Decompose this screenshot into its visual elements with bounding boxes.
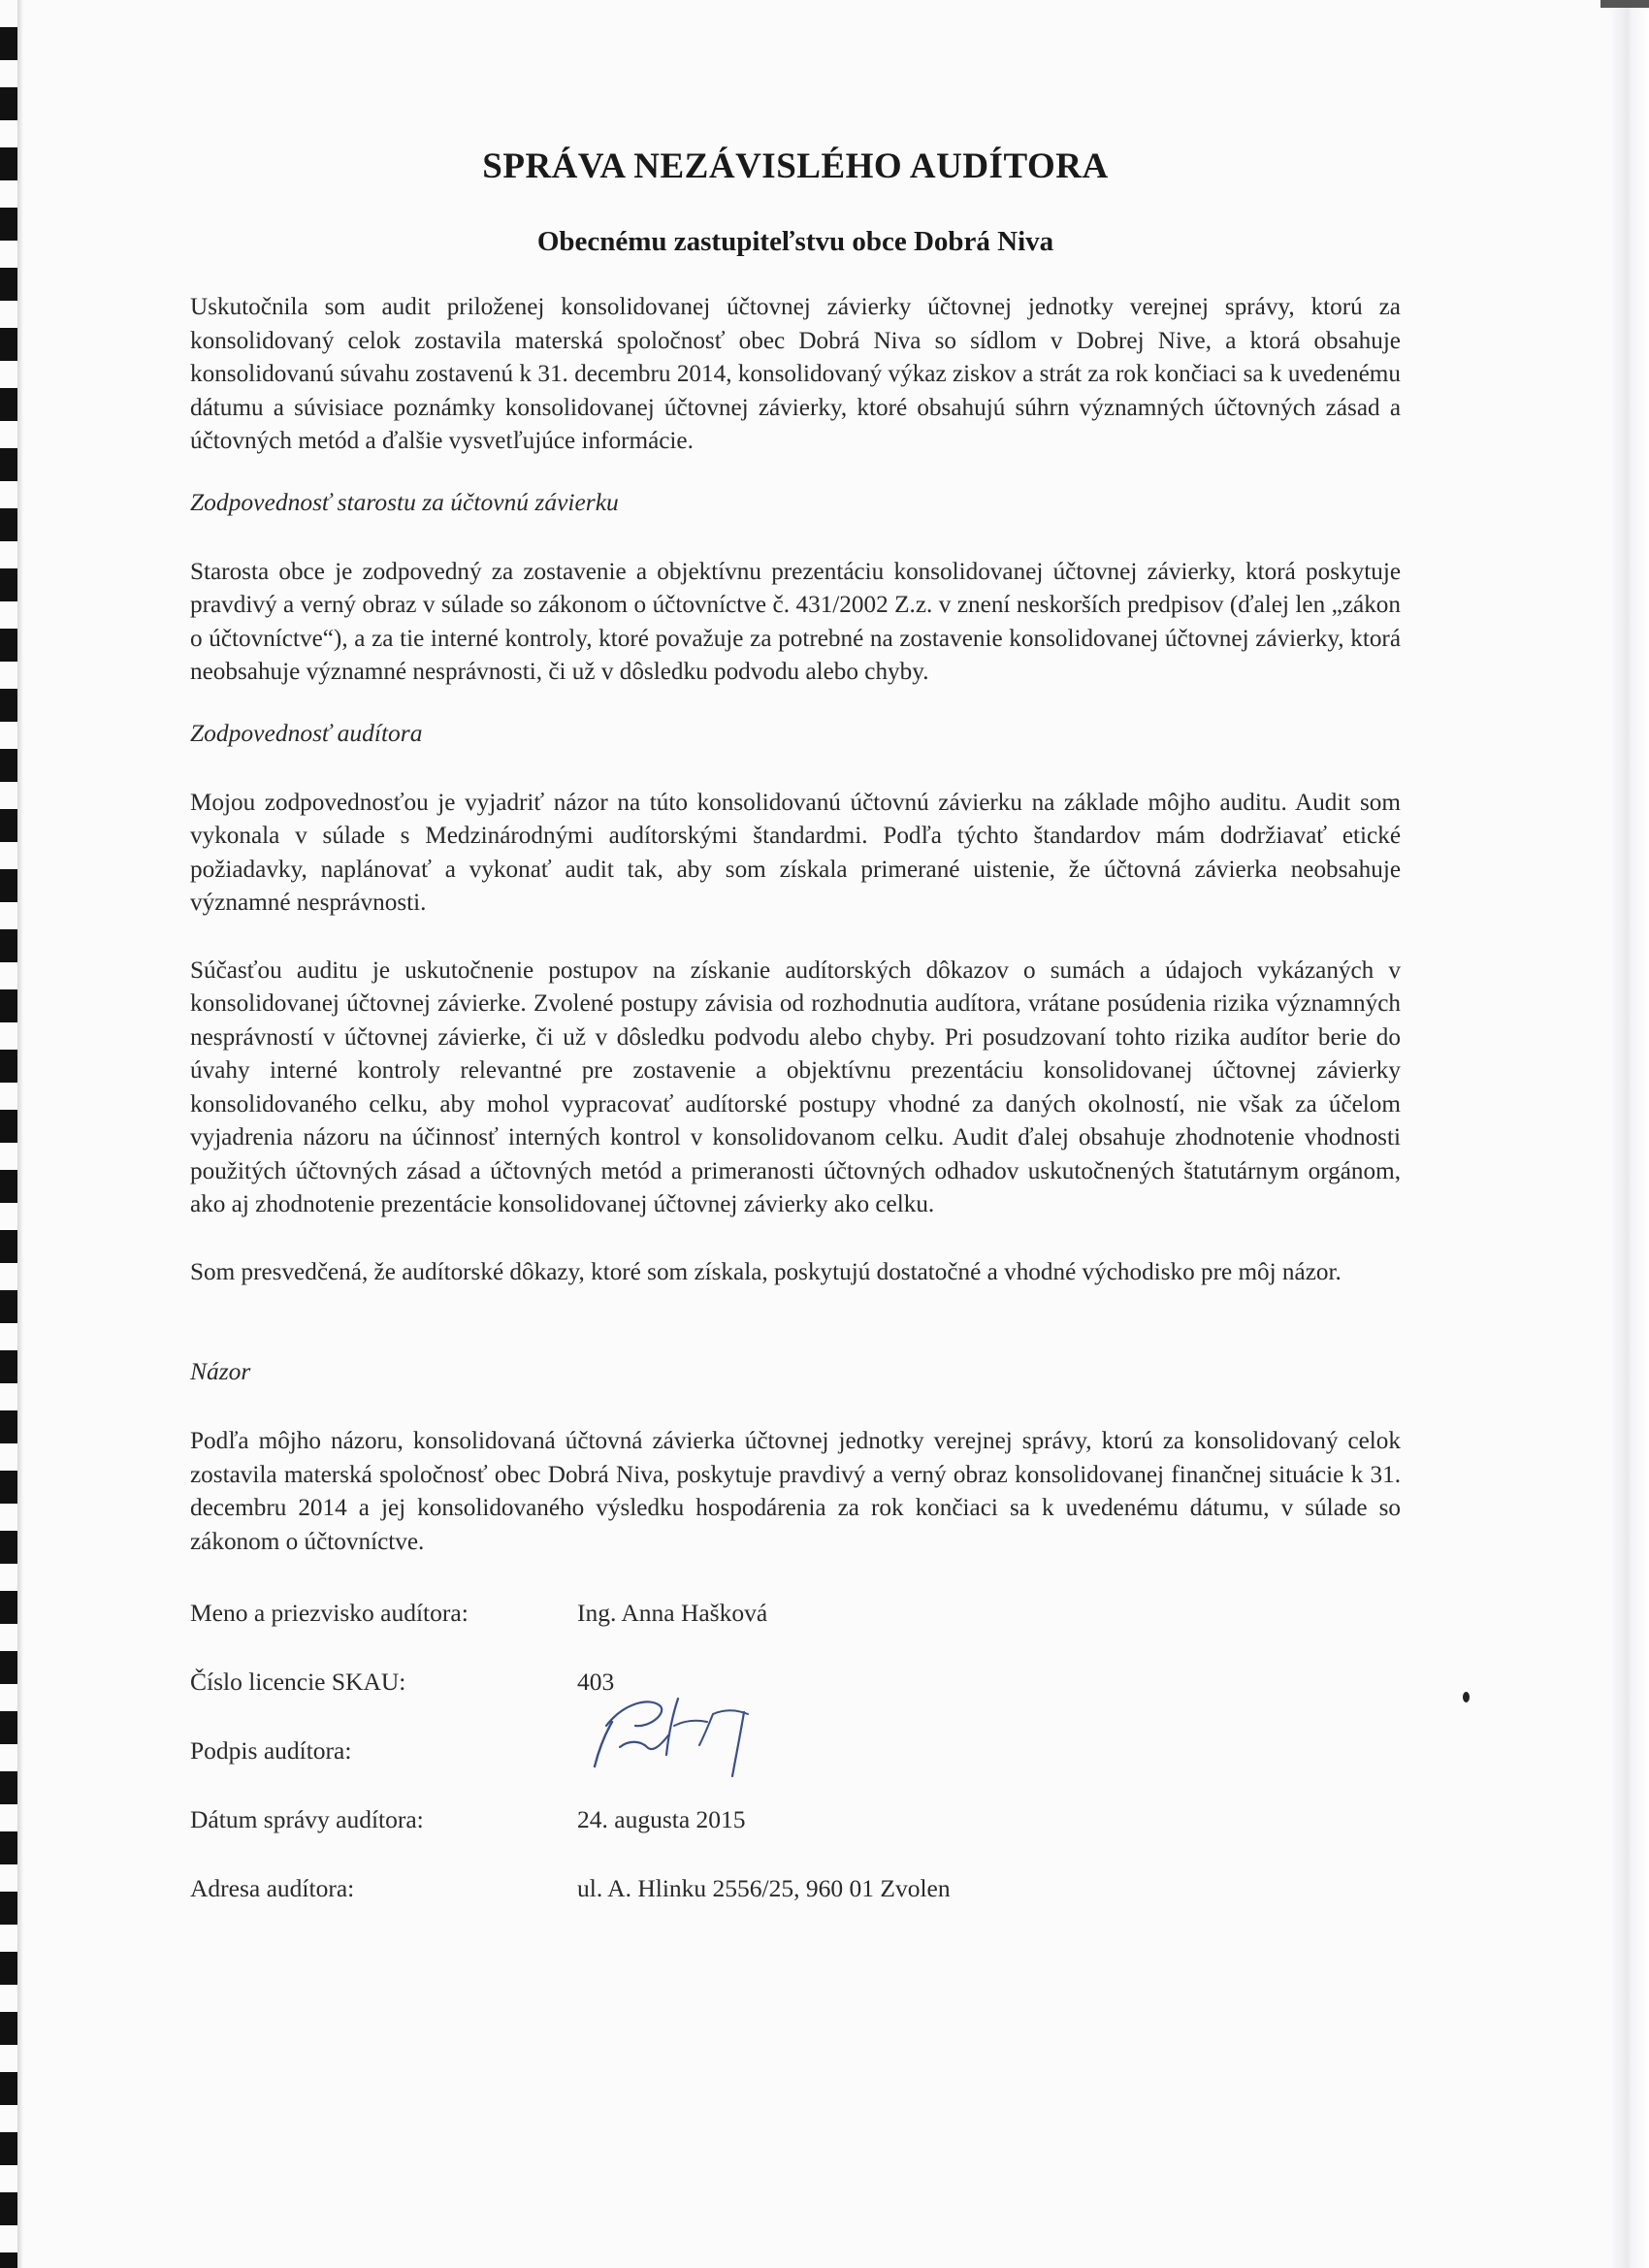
field-label: Dátum správy audítora: xyxy=(190,1804,424,1833)
field-row-signature xyxy=(190,1716,1401,1785)
field-row-name xyxy=(190,1578,1401,1647)
handwritten-signature xyxy=(577,1687,761,1780)
field-value-license: 403 xyxy=(577,1667,615,1696)
field-label: Meno a priezvisko audítora: xyxy=(190,1598,469,1627)
auditor-paragraph-2: Súčasťou auditu je uskutočnenie postupov na získanie audítorských dôkazov o sumách a údajoch vykázaných v konsolidovanej účtovnej závierke. Zvolené postupy závisia od rozhodnutia audítora, vrátane posúdenia rizika významných nesprávností v účtovnej závierke, či už v dôsledku podvodu alebo chyby. Pri posudzovaní tohto rizika audítor berie do úvahy interné kontroly relevantné pre zostavenie a objektívnu prezentáciu konsolidovanej účtovnej závierky konsolidovaného celku, aby mohol vypracovať audítorské postupy vhodné za daných okolností, nie však za účelom vyjadrenia názoru na účinnosť interných kontrol v konsolidovanom celku. Audit ďalej obsahuje zhodnotenie vhodnosti použitých účtovných zásad a účtovných metód a primeranosti účtovných odhadov uskutočnených štatutárnym orgánom, ako aj zhodnotenie prezentácie konsolidovanej účtovnej závierky ako celku. xyxy=(190,956,1401,1217)
auditor-paragraph-3: Som presvedčená, že audítorské dôkazy, ktoré som získala, poskytujú dostatočné a vhodné východisko pre môj názor. xyxy=(190,1258,1342,1285)
field-row-license xyxy=(190,1647,1401,1716)
report-title: SPRÁVA NEZÁVISLÉHO AUDÍTORA xyxy=(482,146,1109,186)
auditor-paragraph-1: Mojou zodpovednosťou je vyjadriť názor na túto konsolidovanú účtovnú závierku na základe môjho auditu. Audit som vykonala v súlade s Medzinárodnými audítorskými štandardmi. Podľa týchto štandardov mám dodržiavať etické požiadavky, naplánovať a vykonať audit tak, aby som získala primerané uistenie, že účtovná závierka neobsahuje významné nesprávnosti. xyxy=(190,789,1401,916)
field-value-address: ul. A. Hlinku 2556/25, 960 01 Zvolen xyxy=(577,1873,951,1902)
field-label: Podpis audítora: xyxy=(190,1735,352,1765)
report-addressee: Obecnému zastupiteľstvu obce Dobrá Niva xyxy=(536,226,1054,257)
intro-paragraph: Uskutočnila som audit priloženej konsolidovanej účtovnej závierky účtovnej jednotky verejnej správy, ktorú za konsolidovaný celok zostavila materská spoločnosť obec Dobrá Niva so sídlom v Dobrej Nive, a ktorá obsahuje konsolidovanú súvahu zostavenú k 31. decembru 2014, konsolidovaný výkaz ziskov a strát za rok končiaci sa k uvedenému dátumu a súvisiace poznámky konsolidovanej účtovnej závierky, ktoré obsahujú súhrn významných účtovných zásad a účtovných metód a ďalšie vysvetľujúce informácie. xyxy=(190,294,1401,454)
field-label: Adresa audítora: xyxy=(190,1873,355,1902)
audit-report xyxy=(190,146,1401,1923)
section-heading-opinion: Názor xyxy=(190,1357,251,1385)
scan-speck xyxy=(1463,1692,1470,1702)
binding-shadow xyxy=(17,0,23,2268)
section-heading-auditor: Zodpovednosť audítora xyxy=(190,718,423,747)
binding-holes xyxy=(0,0,17,2268)
field-row-date xyxy=(190,1785,1401,1854)
auditor-details xyxy=(190,1578,1401,1923)
page-edge xyxy=(1610,0,1649,2268)
field-row-address xyxy=(190,1854,1401,1923)
section-heading-mayor: Zodpovednosť starostu za účtovnú závierku xyxy=(190,487,619,516)
field-value-date: 24. augusta 2015 xyxy=(577,1804,746,1833)
field-value-name: Ing. Anna Hašková xyxy=(577,1598,768,1627)
field-label: Číslo licencie SKAU: xyxy=(190,1667,406,1696)
mayor-paragraph: Starosta obce je zodpovedný za zostavenie a objektívnu prezentáciu konsolidovanej účtovnej závierky, ktorá poskytuje pravdivý a verný obraz v súlade so zákonom o účtovníctve č. 431/2002 Z.z. v znení neskorších predpisov (ďalej len „zákon o účtovníctve“), a za tie interné kontroly, ktoré považuje za potrebné na zostavenie konsolidovanej účtovnej závierky, ktorá neobsahuje významné nesprávnosti, či už v dôsledku podvodu alebo chyby. xyxy=(190,558,1401,685)
opinion-paragraph: Podľa môjho názoru, konsolidovaná účtovná závierka účtovnej jednotky verejnej správy, ktorú za konsolidovaný celok zostavila materská spoločnosť obec Dobrá Niva, poskytuje pravdivý a verný obraz konsolidovanej finančnej situácie k 31. decembru 2014 a jej konsolidovaného výsledku hospodárenia za rok končiaci sa k uvedenému dátumu, v súlade so zákonom o účtovníctve. xyxy=(190,1428,1401,1555)
field-value-signature xyxy=(577,1716,1401,1785)
page-edge-top xyxy=(1600,0,1649,8)
